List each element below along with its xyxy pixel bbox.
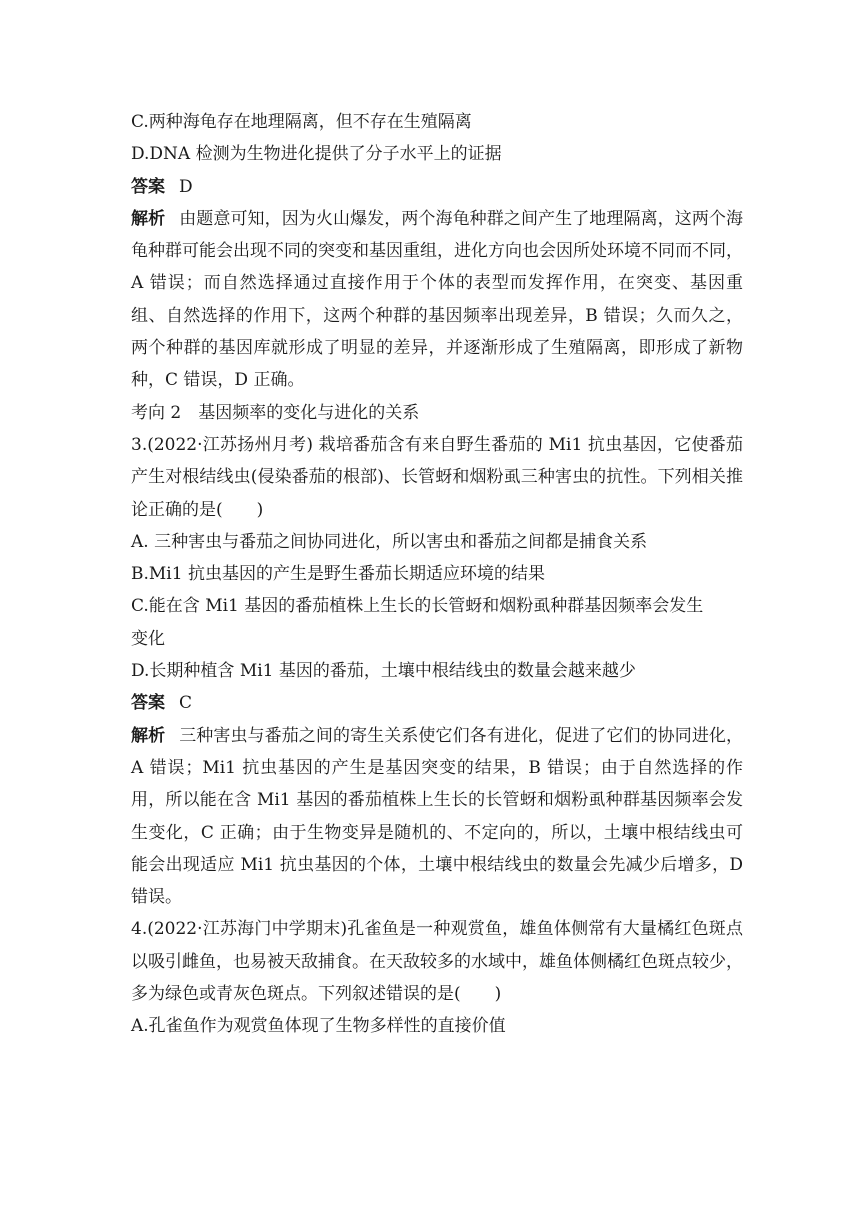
- q2-option-c: C.两种海龟存在地理隔离，但不存在生殖隔离: [131, 112, 472, 132]
- answer-label: 答案: [131, 693, 165, 714]
- q4-stem: 4.(2022·江苏海门中学期末)孔雀鱼是一种观赏鱼，雄鱼体侧常有大量橘红色斑点以吸引雌鱼，也易被天敌捕食。在天敌较多的水域中，雄鱼体侧橘红色斑点较少，多为绿色或青灰色斑点。下列叙述错误的是( ): [131, 919, 743, 1005]
- q2-answer: [131, 171, 743, 203]
- q2-option-d: D.DNA 检测为生物进化提供了分子水平上的证据: [131, 144, 502, 165]
- q3-stem: 3.(2022·江苏扬州月考) 栽培番茄含有来自野生番茄的 Mi1 抗虫基因，它使番茄产生对根结线虫(侵染番茄的根部)、长管蚜和烟粉虱三种害虫的抗性。下列相关推论正确的是( ): [131, 434, 743, 520]
- section-title: 考向 2 基因频率的变化与进化的关系: [131, 402, 420, 423]
- q3-option-b: B.Mi1 抗虫基因的产生是野生番茄长期适应环境的结果: [131, 564, 545, 585]
- analysis-text: 三种害虫与番茄之间的寄生关系使它们各有进化，促进了它们的协同进化，A 错误；Mi1 抗虫基因的产生是基因突变的结果，B 错误；由于自然选择的作用，所以能在含 Mi1 基因的番茄植株上生长的长管蚜和烟粉虱种群基因频率会发生变化，C 正确；由于生物变异是随机的、不定向的，所以，土壤中根结线虫可能会出现适应 Mi1 抗虫基因的个体，土壤中根结线虫的数量会先减少后增多，D 错误。: [131, 725, 744, 908]
- q3-analysis: [131, 720, 743, 914]
- q3-option-d: D.长期种植含 Mi1 基因的番茄，土壤中根结线虫的数量会越来越少: [131, 661, 636, 682]
- analysis-label: 解析: [131, 208, 166, 229]
- q3-option-c-continued: 变化: [131, 628, 165, 649]
- analysis-label: 解析: [131, 725, 166, 746]
- page-content: [131, 106, 743, 1043]
- q3-option-a: A. 三种害虫与番茄之间协同进化，所以害虫和番茄之间都是捕食关系: [131, 531, 648, 552]
- answer-label: 答案: [131, 176, 165, 197]
- q2-analysis: [131, 203, 743, 397]
- analysis-text: 由题意可知，因为火山爆发，两个海龟种群之间产生了地理隔离，这两个海龟种群可能会出现不同的突变和基因重组，进化方向也会因所处环境不同而不同，A 错误；而自然选择通过直接作用于个体的表型而发挥作用，在突变、基因重组、自然选择的作用下，这两个种群的基因频率出现差异，B 错误；久而久之，两个种群的基因库就形成了明显的差异，并逐渐形成了生殖隔离，即形成了新物种，C 错误，D 正确。: [131, 208, 744, 391]
- q3-option-c: C.能在含 Mi1 基因的番茄植株上生长的长管蚜和烟粉虱种群基因频率会发生: [131, 596, 704, 617]
- answer-value: C: [179, 693, 193, 714]
- answer-value: D: [179, 176, 193, 197]
- q3-answer: [131, 687, 743, 719]
- q4-option-a: A.孔雀鱼作为观赏鱼体现了生物多样性的直接价值: [131, 1016, 506, 1037]
